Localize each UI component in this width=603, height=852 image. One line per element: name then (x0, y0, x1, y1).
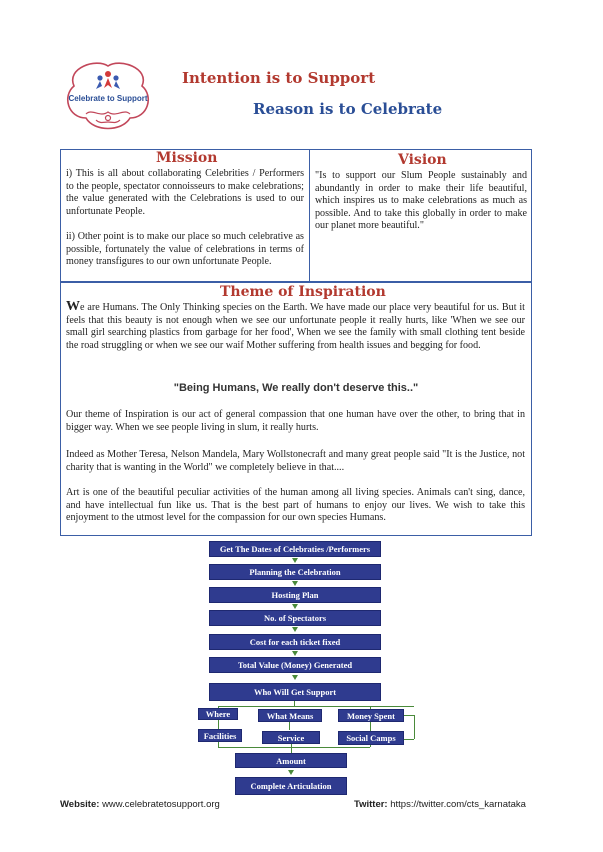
flow-connector (218, 706, 414, 707)
vision-heading: Vision (398, 152, 447, 168)
flow-arrow (292, 651, 298, 656)
flow-connector (370, 745, 371, 747)
flow-branch-what-means: What Means (258, 709, 322, 722)
flow-connector (218, 720, 219, 729)
theme-quote: "Being Humans, We really don't deserve this.." (173, 382, 419, 394)
flow-connector (289, 722, 290, 730)
flow-complete-articulation: Complete Articulation (235, 777, 347, 795)
flow-amount: Amount (235, 753, 347, 768)
flow-arrow (288, 770, 294, 775)
mission-vision-divider (309, 149, 310, 282)
flow-step-hosting: Hosting Plan (209, 587, 381, 603)
logo-text: Celebrate to Support (68, 94, 148, 103)
flow-arrow (292, 581, 298, 586)
theme-paragraph-3: Indeed as Mother Teresa, Nelson Mandela, Mary Wollstonecraft and many great people said "It is the Justice, not charity that is wanting in the World" we completely believe in that.... (66, 449, 525, 473)
flow-step-who-support: Who Will Get Support (209, 683, 381, 701)
flow-connector (404, 715, 414, 716)
flow-step-spectators: No. of Spectators (209, 610, 381, 626)
flow-connector (370, 722, 371, 731)
flow-step-total-value: Total Value (Money) Generated (209, 657, 381, 673)
flow-sub-facilities: Facilities (198, 729, 242, 742)
theme-paragraph-4: Art is one of the beautiful peculiar activities of the human among all living species. Animals can't sing, dance, and have intellectual fun like us. That is the best part of humans to enjoy our lives. We wish to take this enjoyment to the utmost level for the compassion for our own species Humans. (66, 487, 525, 524)
flow-connector (291, 744, 292, 753)
mission-paragraph-1: i) This is all about collaborating Celebrities / Performers to the people, spectator connoisseurs to make celebrations; the value generated with the Celebrations is used to our unfortunate People. (66, 168, 304, 217)
flow-branch-money-spent: Money Spent (338, 709, 404, 722)
title-intention: Intention is to Support (182, 69, 376, 87)
mission-heading: Mission (156, 150, 218, 166)
flow-step-ticket-cost: Cost for each ticket fixed (209, 634, 381, 650)
flow-connector (414, 715, 415, 739)
vision-paragraph: "Is to support our Slum People sustainably and abundantly in order to make their life beautiful, which inspires us to make celebrations as much as possible. And to take this globally in order to make our planet more beautiful." (315, 170, 527, 232)
flow-connector (404, 739, 414, 740)
flow-step-dates: Get The Dates of Celebraties /Performers (209, 541, 381, 557)
footer-twitter (354, 799, 526, 810)
drop-cap: W (66, 299, 80, 314)
mission-paragraph-2: ii) Other point is to make our place so much celebrative as possible, fortunately the value of celebrations in terms of money transfigures to our own unfortunate People. (66, 231, 304, 268)
flow-connector (218, 742, 219, 747)
flow-arrow (292, 627, 298, 632)
flow-sub-social-camps: Social Camps (338, 731, 404, 745)
theme-paragraph-2: Our theme of Inspiration is our act of general compassion that one human have over the other, to bring that in bigger way. When we see people living in slum, it really hurts. (66, 409, 525, 433)
flow-arrow (292, 675, 298, 680)
twitter-label: Twitter: (354, 799, 388, 810)
flow-step-planning: Planning the Celebration (209, 564, 381, 580)
title-reason: Reason is to Celebrate (253, 100, 443, 118)
flow-connector (218, 747, 370, 748)
theme-heading: Theme of Inspiration (220, 284, 386, 300)
flow-sub-service: Service (262, 731, 320, 744)
flow-branch-where: Where (198, 708, 238, 720)
flow-arrow (292, 558, 298, 563)
logo (56, 56, 160, 136)
theme-paragraph-1 (66, 301, 525, 352)
website-label: Website: (60, 799, 100, 810)
flow-arrow (292, 604, 298, 609)
theme-paragraph-1-text: e are Humans. The Only Thinking species on the Earth. We have made our place very beautiful for us. But it feels that this beauty is not enough when we see our unfortunate people it really hurts, like 'When we see our small girl searching plastics from garbage for her food', When we see the family with small clothing tent beside the road struggling or when we see our waif Mother suffering from health issues and begging for food. (66, 302, 525, 351)
twitter-link[interactable]: https://twitter.com/cts_karnataka (390, 799, 526, 810)
footer-website (60, 799, 220, 810)
website-link[interactable]: www.celebratetosupport.org (102, 799, 220, 810)
